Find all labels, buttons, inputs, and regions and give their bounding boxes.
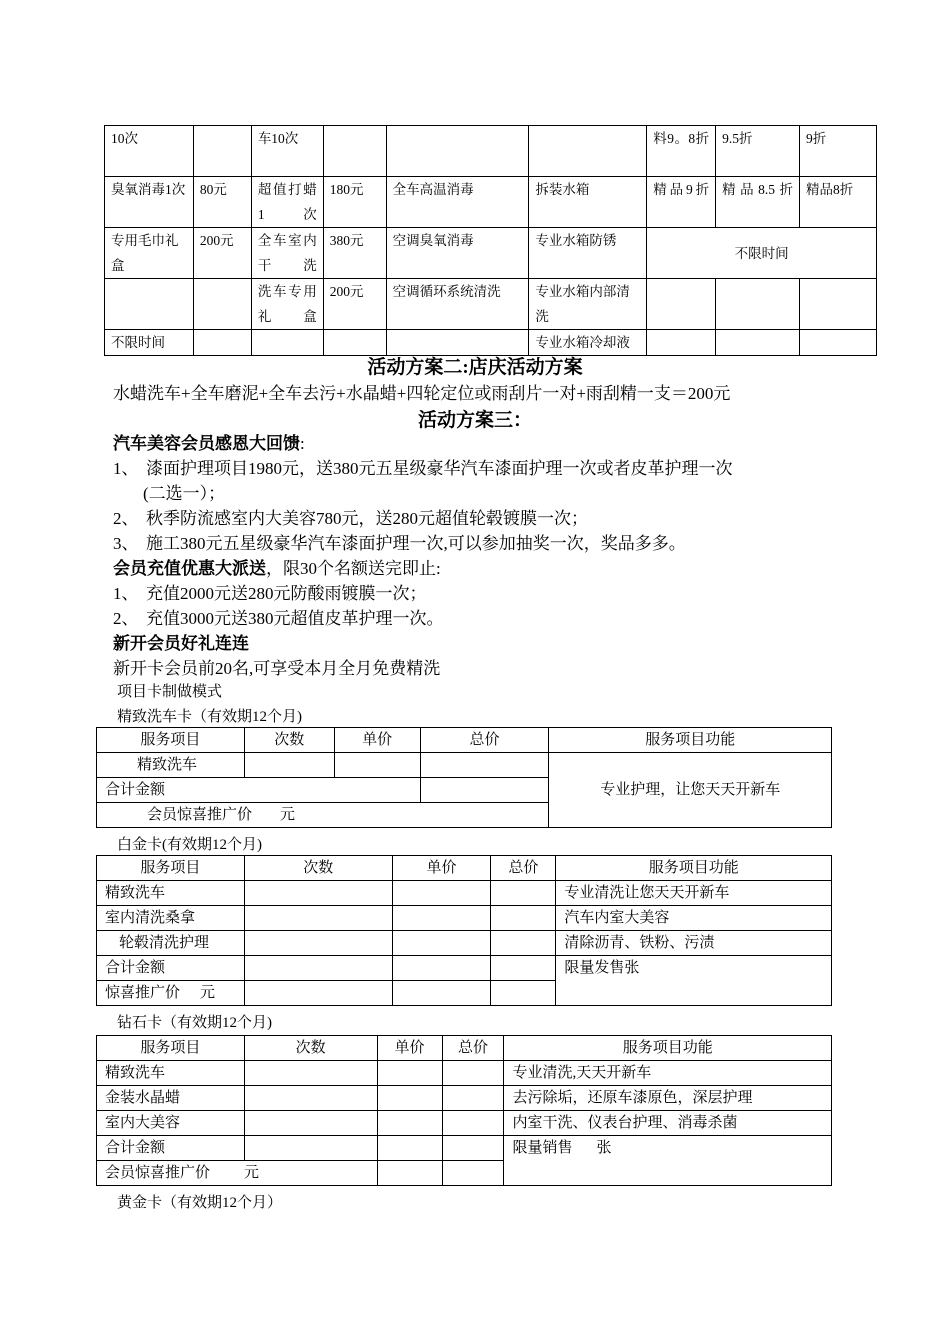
cell: 精致洗车	[97, 1061, 245, 1086]
list-number: 2、	[113, 509, 139, 528]
pricing-table	[104, 125, 877, 356]
cell	[244, 931, 392, 956]
list-text: 充值3000元送380元超值皮革护理一次。	[146, 609, 444, 628]
table-header-row	[97, 856, 832, 881]
section1-colon: :	[300, 434, 305, 453]
cell	[392, 906, 491, 931]
cell	[377, 1161, 442, 1186]
function-cell: 专业清洗,天天开新车	[504, 1061, 832, 1086]
cell	[244, 1136, 377, 1161]
cell	[529, 126, 647, 177]
promo-unit: 元	[280, 807, 296, 823]
column-header: 总价	[420, 728, 549, 753]
list-number: 2、	[113, 609, 139, 628]
list-item	[113, 504, 588, 529]
section2-title: 会员充值优惠大派送	[113, 559, 266, 578]
cell	[716, 279, 800, 330]
cell	[193, 126, 251, 177]
cell: 拆装水箱	[529, 177, 647, 228]
limit-unit: 张	[596, 1140, 612, 1156]
cell	[334, 753, 420, 778]
cell: 空调臭氧消毒	[386, 228, 529, 279]
column-header: 单价	[334, 728, 420, 753]
cell: 全车高温消毒	[386, 177, 529, 228]
cell: 专业水箱冷却液	[529, 330, 647, 356]
section3-title: 新开会员好礼连连	[113, 634, 249, 653]
table-row	[97, 906, 832, 931]
plan3-title: 活动方案三：	[417, 410, 532, 431]
cell	[244, 1061, 377, 1086]
list-item	[113, 579, 427, 604]
table-row	[97, 931, 832, 956]
section1-title: 汽车美容会员感恩大回馈	[113, 434, 300, 453]
cell: 200元	[193, 228, 251, 279]
cell: 轮毂清洗护理	[97, 931, 245, 956]
cell	[392, 931, 491, 956]
cell	[800, 279, 877, 330]
section2-rest: ，限30个名额送完即止:	[266, 559, 441, 578]
cell	[442, 1086, 504, 1111]
table-header-row	[97, 728, 832, 753]
list-text: 施工380元五星级豪华汽车漆面护理一次,可以参加抽奖一次，奖品多多。	[146, 534, 686, 553]
cell	[377, 1111, 442, 1136]
cell	[491, 956, 556, 981]
column-header: 服务项目	[97, 856, 245, 881]
card2-title: 白金卡(有效期12个月)	[117, 837, 262, 853]
cell: 专业水箱内部清洗	[529, 279, 647, 330]
cell	[491, 931, 556, 956]
table-row	[105, 126, 877, 177]
limit-cell: 限量发售张	[556, 956, 832, 1006]
cell: 精品9折	[647, 177, 716, 228]
table-row	[97, 881, 832, 906]
cell: 全车室内干洗	[251, 228, 323, 279]
cell: 金装水晶蜡	[97, 1086, 245, 1111]
card1-title: 精致洗车卡（有效期12个月)	[117, 709, 302, 725]
table-row	[97, 956, 832, 981]
cell	[323, 126, 386, 177]
cell: 380元	[323, 228, 386, 279]
cell: 合计金额	[97, 1136, 245, 1161]
cell: 精致洗车	[97, 881, 245, 906]
column-header: 服务项目功能	[556, 856, 832, 881]
table-row	[97, 1111, 832, 1136]
promo-unit: 元	[200, 985, 216, 1001]
cell	[97, 1161, 378, 1186]
cell: 车10次	[251, 126, 323, 177]
cell	[105, 279, 194, 330]
cell	[244, 753, 334, 778]
promo-label: 会员惊喜推广价	[105, 1165, 211, 1181]
list-number: 3、	[113, 534, 139, 553]
column-header: 服务项目	[97, 728, 245, 753]
list-text: 秋季防流感室内大美容780元，送280元超值轮毂镀膜一次；	[146, 509, 588, 528]
cell	[392, 956, 491, 981]
cell	[386, 126, 529, 177]
section1-heading	[113, 429, 305, 454]
table-row	[97, 753, 832, 778]
plan2-content: 水蜡洗车+全车磨泥+全车去污+水晶蜡+四轮定位或雨刮片一对+雨刮精一支＝200元	[113, 384, 731, 403]
plan2-title: 活动方案二:店庆活动方案	[367, 357, 583, 378]
cell	[420, 753, 549, 778]
cell	[392, 881, 491, 906]
list-item	[113, 604, 444, 629]
column-header: 次数	[244, 856, 392, 881]
table-row	[105, 279, 877, 330]
card3-table	[96, 1035, 832, 1186]
cell: 200元	[323, 279, 386, 330]
cell	[244, 881, 392, 906]
section3-text: 新开卡会员前20名,可享受本月全月免费精洗	[113, 659, 441, 678]
cell	[377, 1136, 442, 1161]
function-cell: 内室干洗、仪表台护理、消毒杀菌	[504, 1111, 832, 1136]
column-header: 单价	[377, 1036, 442, 1061]
card4-title: 黄金卡（有效期12个月）	[117, 1195, 283, 1211]
list-text: 漆面护理项目1980元，送380元五星级豪华汽车漆面护理一次或者皮革护理一次	[146, 459, 733, 478]
column-header: 服务项目功能	[549, 728, 832, 753]
cell	[244, 1086, 377, 1111]
cell: 不限时间	[647, 228, 877, 279]
function-cell: 专业护理，让您天天开新车	[549, 753, 832, 828]
table-row	[97, 1061, 832, 1086]
section2-heading	[113, 554, 441, 579]
cell	[97, 803, 549, 828]
cell: 料9。8折	[647, 126, 716, 177]
list-number: 1、	[113, 459, 139, 478]
table-row	[105, 228, 877, 279]
cell: 室内大美容	[97, 1111, 245, 1136]
cell	[193, 279, 251, 330]
function-cell: 专业清洗让您天天开新车	[556, 881, 832, 906]
column-header: 总价	[442, 1036, 504, 1061]
cell: 合计金额	[97, 778, 421, 803]
column-header: 总价	[491, 856, 556, 881]
cell	[244, 906, 392, 931]
list-item	[113, 454, 733, 479]
column-header: 次数	[244, 728, 334, 753]
column-header: 单价	[392, 856, 491, 881]
cell: 9.5折	[716, 126, 800, 177]
cell	[491, 906, 556, 931]
cell	[244, 956, 392, 981]
cell	[442, 1136, 504, 1161]
cell	[97, 981, 245, 1006]
cell: 室内清洗桑拿	[97, 906, 245, 931]
function-cell: 清除沥青、铁粉、污渍	[556, 931, 832, 956]
table-row	[97, 1136, 832, 1161]
cell: 10次	[105, 126, 194, 177]
cell	[491, 881, 556, 906]
limit-label: 限量销售	[512, 1140, 573, 1156]
list-text: 充值2000元送280元防酸雨镀膜一次；	[146, 584, 427, 603]
cell	[442, 1111, 504, 1136]
cell: 精品8折	[800, 177, 877, 228]
cell	[392, 981, 491, 1006]
promo-label: 惊喜推广价	[105, 985, 181, 1001]
cell	[244, 981, 392, 1006]
cell: 9折	[800, 126, 877, 177]
column-header: 服务项目功能	[504, 1036, 832, 1061]
promo-unit: 元	[244, 1165, 260, 1181]
function-cell: 汽车内室大美容	[556, 906, 832, 931]
list-item	[113, 529, 686, 554]
promo-label: 会员惊喜推广价	[147, 807, 253, 823]
cell	[377, 1086, 442, 1111]
table-header-row	[97, 1036, 832, 1061]
cell: 臭氧消毒1次	[105, 177, 194, 228]
cell: 空调循环系统清洗	[386, 279, 529, 330]
list-number: 1、	[113, 584, 139, 603]
cell	[442, 1161, 504, 1186]
function-cell: 去污除垢，还原车漆原色，深层护理	[504, 1086, 832, 1111]
column-header: 次数	[244, 1036, 377, 1061]
cell	[647, 279, 716, 330]
table-row	[105, 177, 877, 228]
limit-cell	[504, 1136, 832, 1186]
cell: 80元	[193, 177, 251, 228]
cell	[377, 1061, 442, 1086]
cell: 合计金额	[97, 956, 245, 981]
cell: 精品8.5折	[716, 177, 800, 228]
column-header: 服务项目	[97, 1036, 245, 1061]
cell	[442, 1061, 504, 1086]
cell	[244, 1111, 377, 1136]
cell: 180元	[323, 177, 386, 228]
cell: 超值打蜡1次	[251, 177, 323, 228]
card1-table	[96, 727, 832, 828]
cell: 不限时间	[105, 330, 194, 356]
cell: 专业水箱防锈	[529, 228, 647, 279]
cell	[491, 981, 556, 1006]
cell: 精致洗车	[97, 753, 245, 778]
card3-title: 钻石卡（有效期12个月)	[117, 1015, 272, 1031]
cell: 专用毛巾礼盒	[105, 228, 194, 279]
table-row	[97, 1086, 832, 1111]
cell	[420, 778, 549, 803]
list-item-continuation: (二选一）；	[143, 484, 226, 503]
cell: 洗车专用礼盒	[251, 279, 323, 330]
card2-table	[96, 855, 832, 1006]
cards-intro: 项目卡制做模式	[117, 684, 223, 700]
